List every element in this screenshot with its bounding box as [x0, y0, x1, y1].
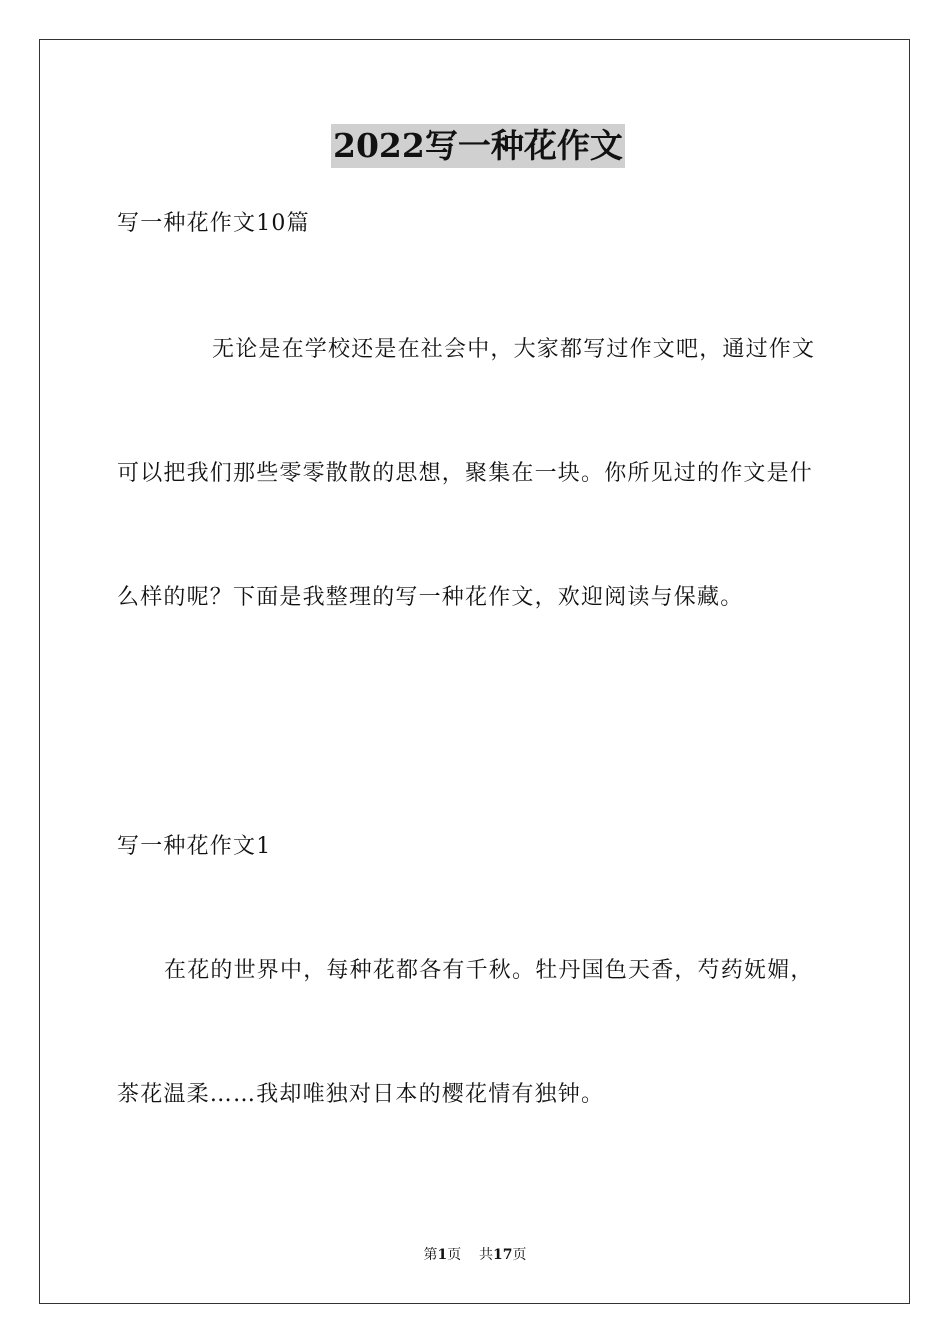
footer-total-prefix: 共 — [479, 1247, 494, 1263]
footer-total-suffix: 页 — [512, 1247, 527, 1263]
intro-line-2: 可以把我们那些零零散散的思想，聚集在一块。你所见过的作文是什 — [117, 461, 814, 486]
page-footer — [0, 1246, 950, 1264]
section-line-2: 茶花温柔……我却唯独对日本的樱花情有独钟。 — [117, 1082, 605, 1107]
footer-page-suffix: 页 — [447, 1247, 462, 1263]
footer-current-page: 1 — [437, 1247, 448, 1263]
footer-total-pages: 17 — [493, 1247, 513, 1263]
intro-line-1: 无论是在学校还是在社会中，大家都写过作文吧，通过作文 — [212, 337, 816, 362]
intro-line-3: 么样的呢？下面是我整理的写一种花作文，欢迎阅读与保藏。 — [117, 585, 744, 610]
section-heading: 写一种花作文1 — [117, 834, 272, 859]
document-subtitle: 写一种花作文10篇 — [117, 211, 310, 236]
document-title: 2022写一种花作文 — [331, 124, 625, 168]
section-line-1: 在花的世界中，每种花都各有千秋。牡丹国色天香，芍药妩媚， — [164, 958, 814, 983]
footer-page-prefix: 第 — [423, 1247, 438, 1263]
